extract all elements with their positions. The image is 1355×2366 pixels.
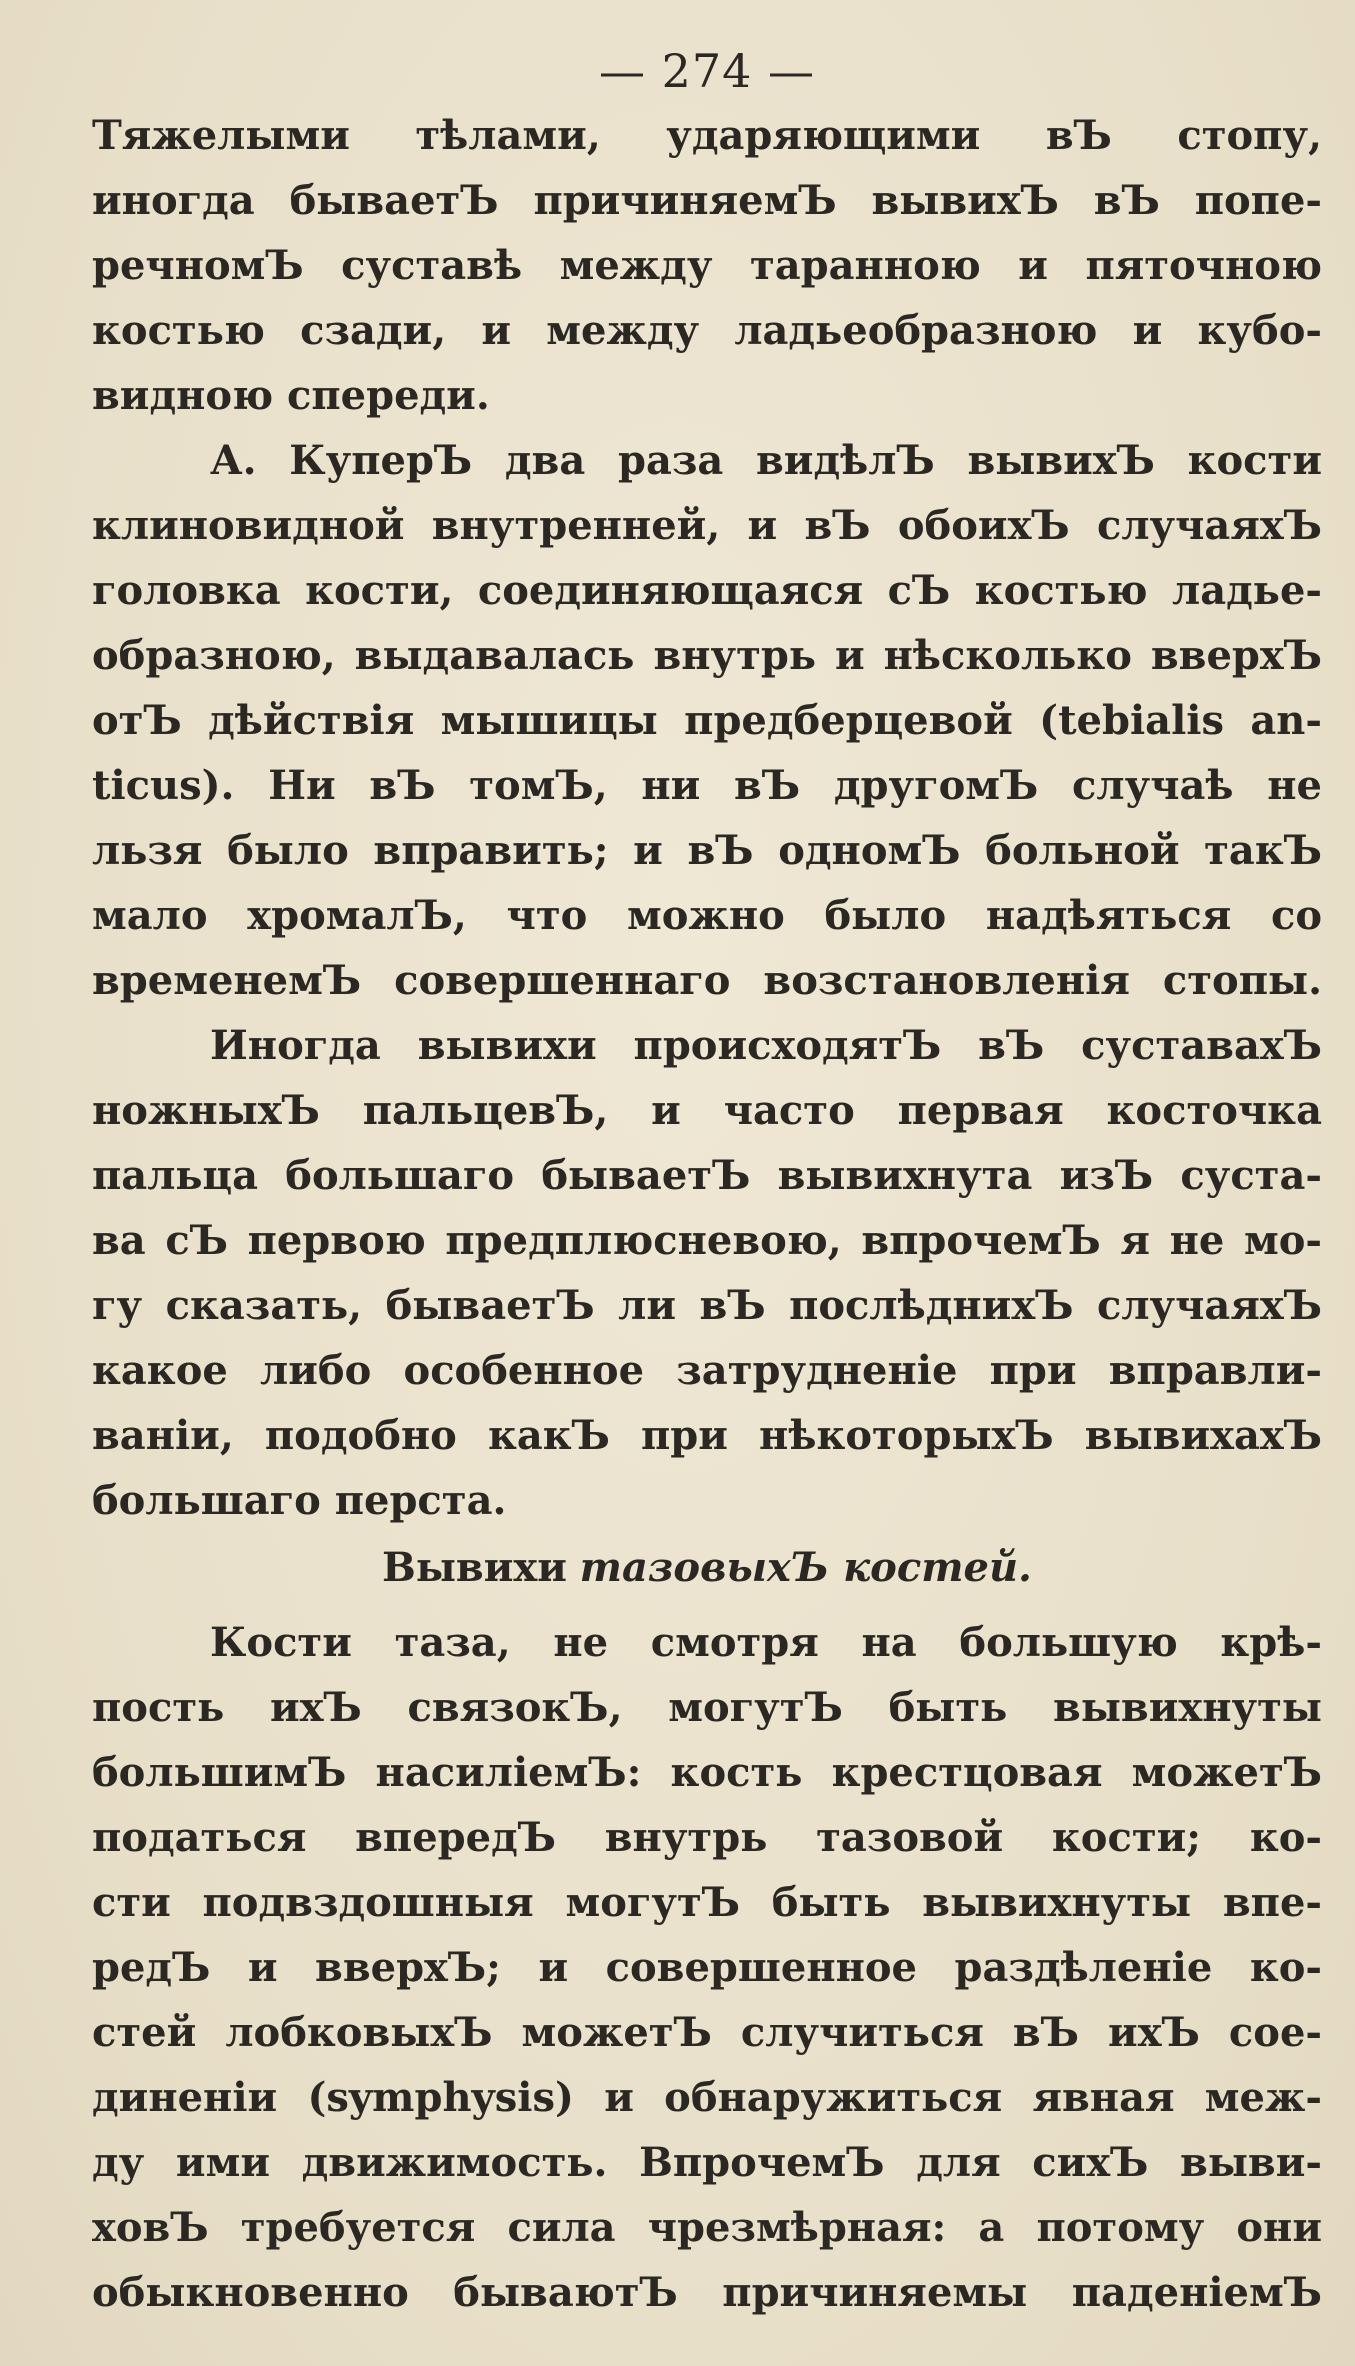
section-heading [92, 1535, 1322, 1601]
text-line: образною, выдавалась внутрь и нѣсколько вверхЪ [92, 632, 1322, 679]
text-line: речномЪ суставѣ между таранною и пяточною [92, 242, 1322, 289]
text-line: видною спереди. [92, 372, 490, 419]
text-line: временемЪ совершеннаго возстановленія стопы. [92, 957, 1322, 1004]
text-line: Иногда вывихи происходятЪ вЪ суставахЪ [210, 1022, 1322, 1069]
text-line: Кости таза, не смотря на большую крѣ- [210, 1619, 1322, 1666]
text-line: ду ими движимость. ВпрочемЪ для сихЪ выви- [92, 2139, 1322, 2186]
text-line: отЪ дѣйствія мышицы предберцевой (tebialis an- [92, 697, 1322, 744]
text-line: костью сзади, и между ладьеобразною и кубо- [92, 307, 1322, 354]
text-line: А. КуперЪ два раза видѣлЪ вывихЪ кости [210, 437, 1322, 484]
page-number: — 274 — [598, 44, 816, 98]
text-line: головка кости, соединяющаяся сЪ костью ладье- [92, 567, 1322, 614]
section-heading-plain: Вывихи [382, 1544, 567, 1591]
text-line: редЪ и вверхЪ; и совершенное раздѣленіе ко- [92, 1944, 1322, 1991]
text-line: иногда бываетЪ причиняемЪ вывихЪ вЪ попе- [92, 177, 1322, 224]
text-line: большимЪ насиліемЪ: кость крестцовая можетЪ [92, 1749, 1322, 1796]
text-line: обыкновенно бываютЪ причиняемы паденіемЪ [92, 2269, 1322, 2316]
text-line: податься впередЪ внутрь тазовой кости; ко- [92, 1814, 1322, 1861]
text-line: Тяжелыми тѣлами, ударяющими вЪ стопу, [92, 112, 1322, 159]
text-line: сти подвздошныя могутЪ быть вывихнуты впе- [92, 1879, 1322, 1926]
text-line: ховЪ требуется сила чрезмѣрная: а потому они [92, 2204, 1322, 2251]
text-line: большаго перста. [92, 1477, 507, 1524]
text-line: ticus). Ни вЪ томЪ, ни вЪ другомЪ случаѣ не [92, 762, 1322, 809]
text-line: пость ихЪ связокЪ, могутЪ быть вывихнуты [92, 1684, 1322, 1731]
text-line: ва сЪ первою предплюсневою, впрочемЪ я не мо- [92, 1217, 1322, 1264]
text-line: какое либо особенное затрудненіе при вправли- [92, 1347, 1322, 1394]
text-line: гу сказать, бываетЪ ли вЪ послѣднихЪ случаяхЪ [92, 1282, 1322, 1329]
text-line: льзя было вправить; и вЪ одномЪ больной такЪ [92, 827, 1322, 874]
text-line: пальца большаго бываетЪ вывихнута изЪ суста- [92, 1152, 1322, 1199]
text-line: стей лобковыхЪ можетЪ случиться вЪ ихЪ сое- [92, 2009, 1322, 2056]
text-line: мало хромалЪ, что можно было надѣяться со [92, 892, 1322, 939]
text-line: ножныхЪ пальцевЪ, и часто первая косточка [92, 1087, 1322, 1134]
text-line: диненіи (symphysis) и обнаружиться явная меж- [92, 2074, 1322, 2121]
text-line: ваніи, подобно какЪ при нѣкоторыхЪ вывихахЪ [92, 1412, 1322, 1459]
text-line: клиновидной внутренней, и вЪ обоихЪ случаяхЪ [92, 502, 1322, 549]
section-heading-italic: тазовыхЪ костей. [579, 1544, 1032, 1591]
